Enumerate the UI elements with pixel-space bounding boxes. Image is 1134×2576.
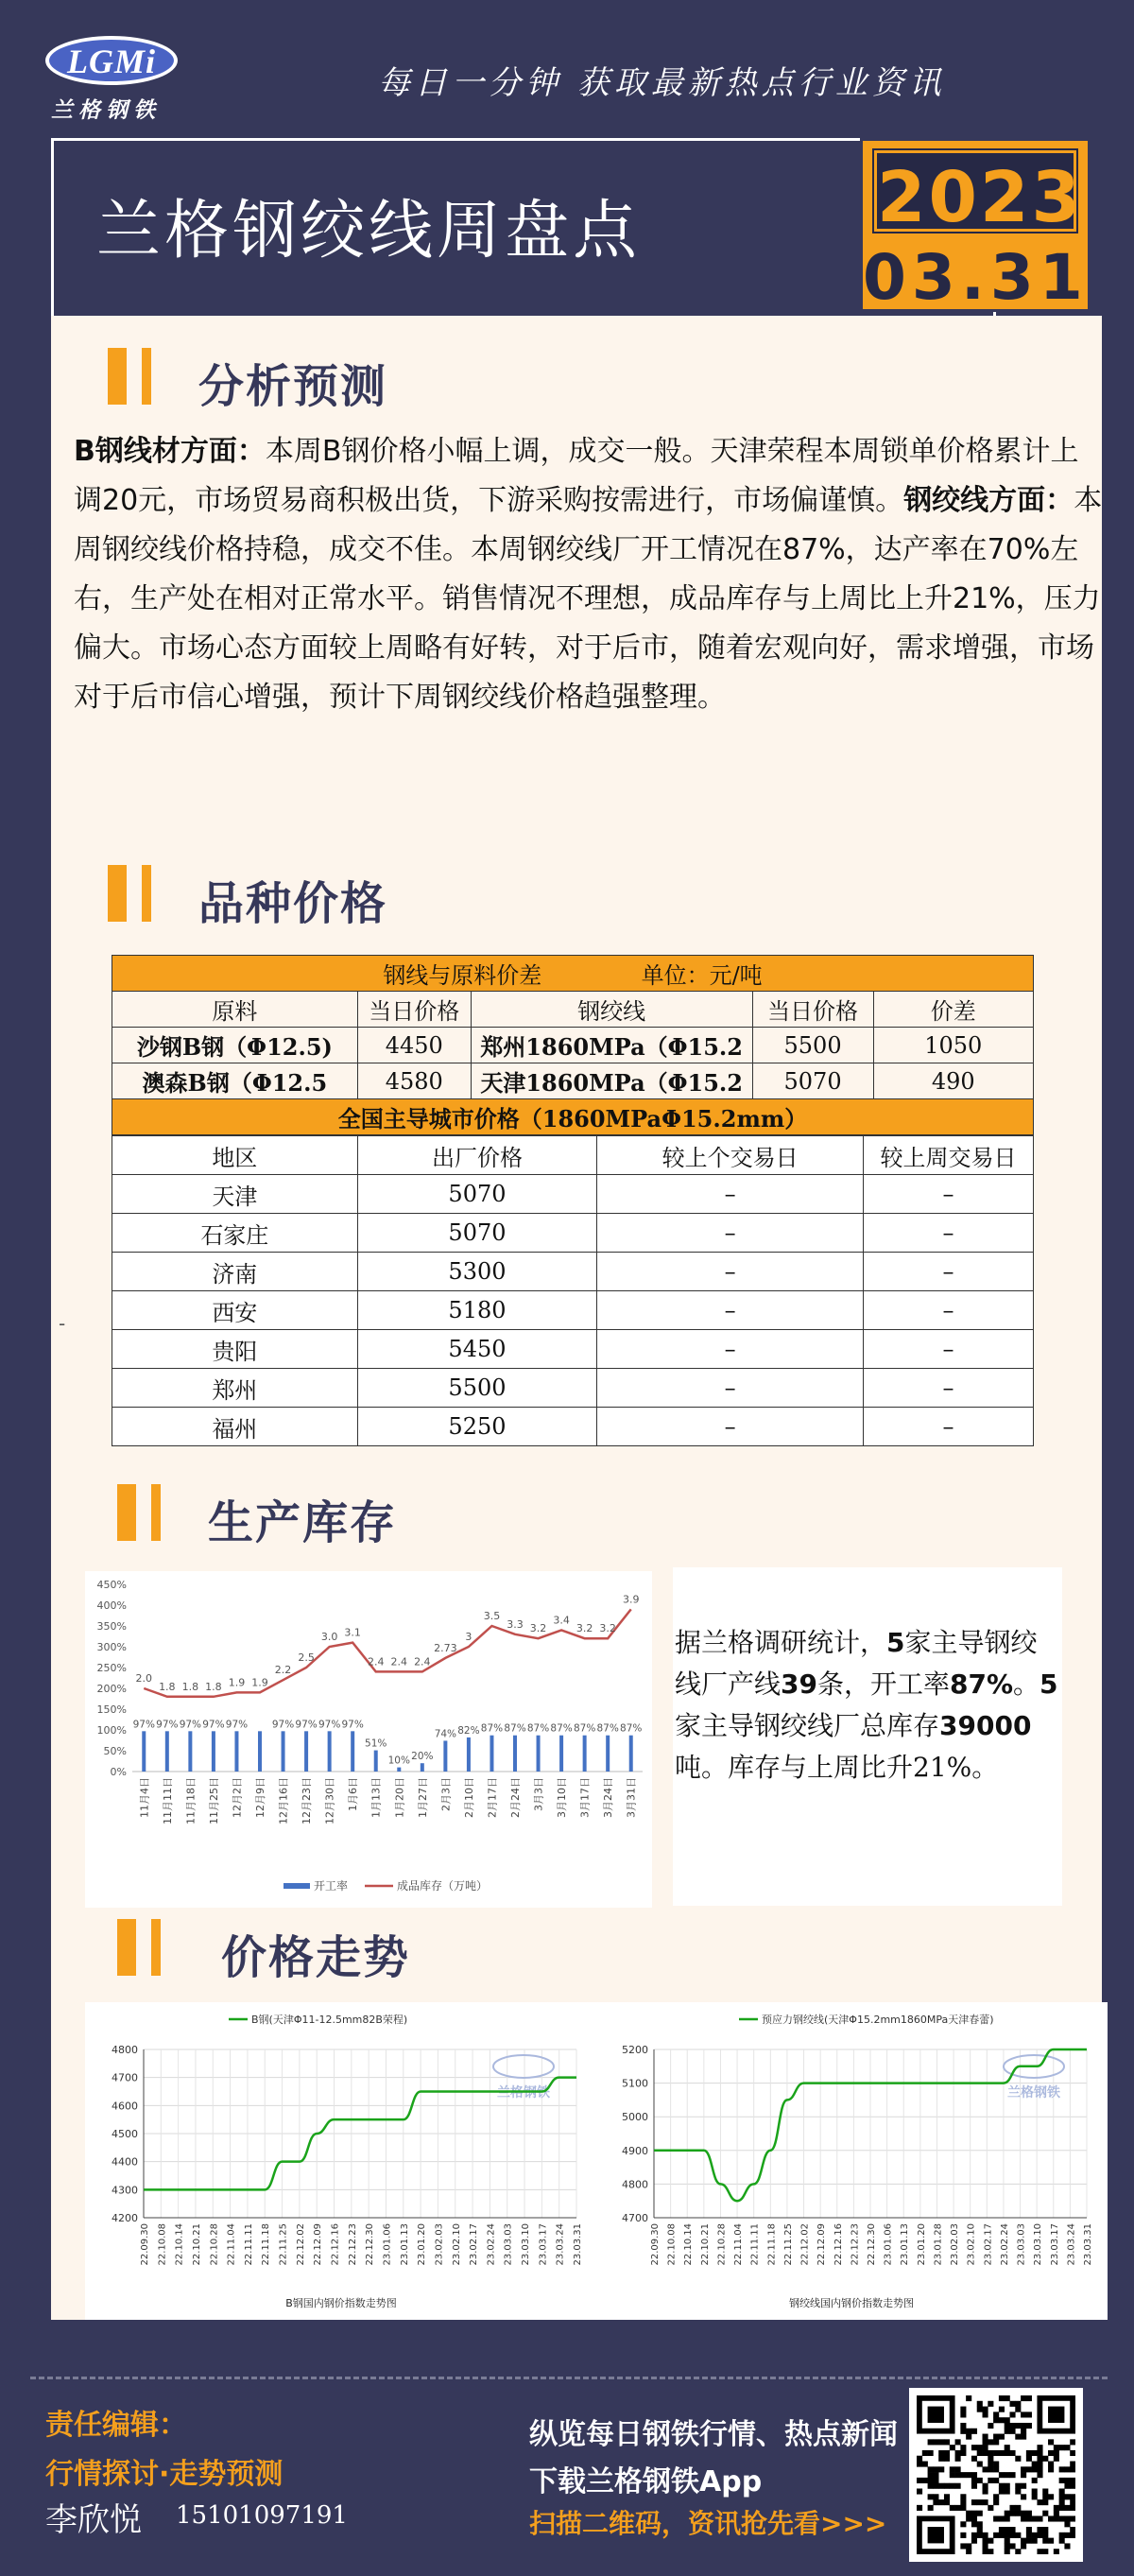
y-tick-label: 5000 <box>622 2111 648 2124</box>
y-tick-label: 200% <box>96 1683 127 1695</box>
lange-logo <box>40 36 181 123</box>
b-steel-label: B钢线材方面： <box>74 435 266 468</box>
line-data-label: 1.9 <box>251 1676 268 1689</box>
x-tick-label: 3月10日 <box>556 1777 569 1818</box>
table-header: 地区 <box>112 1136 358 1175</box>
watermark-text: 兰格钢铁 <box>497 2085 550 2101</box>
bar-operating-rate <box>513 1736 517 1772</box>
bar-operating-rate <box>188 1731 192 1772</box>
y-tick-label: 4800 <box>112 2044 138 2056</box>
y-tick-label: 4200 <box>112 2212 138 2224</box>
bar-data-label: 97% <box>295 1719 318 1731</box>
year-plate <box>874 150 1083 238</box>
bar-data-label: 20% <box>411 1751 434 1763</box>
chart-title: B钢(天津Φ11-12.5mm82B荣程) <box>251 2014 408 2026</box>
x-tick-label: 12月2日 <box>231 1777 244 1818</box>
line-data-label: 3 <box>465 1631 472 1643</box>
x-tick-label: 23.03.17 <box>538 2223 549 2266</box>
y-tick-label: 50% <box>103 1745 127 1757</box>
month-day: 03.31 <box>863 241 1089 314</box>
x-tick-label: 12月16日 <box>277 1777 290 1824</box>
raw-material-table <box>112 955 1034 1135</box>
b-steel-text: 本周B钢价格小幅上调，成交一般。天津荣程本周锁单价格累计上调20元，市场贸易商积极出货，下游采购按需进行，市场偏谨慎。 <box>74 435 1079 517</box>
x-tick-label: 23.02.24 <box>999 2223 1010 2266</box>
editor-heading: 责任编辑： <box>45 2409 187 2442</box>
x-tick-label: 1月20日 <box>393 1777 406 1818</box>
line-data-label: 2.4 <box>390 1655 408 1668</box>
y-tick-label: 5200 <box>622 2044 648 2056</box>
x-tick-label: 22.10.08 <box>157 2223 168 2266</box>
bar-operating-rate <box>606 1736 610 1772</box>
side-mark: - <box>59 1312 66 1335</box>
table-row: 沙钢B钢（Φ12.5) 4450 郑州1860MPa（Φ15.2 5500 1050 <box>112 1028 1034 1063</box>
y-tick-label: 450% <box>96 1579 127 1591</box>
table-header: 原料 <box>112 992 358 1028</box>
strand-text: 本周钢绞线价格持稳，成交不佳。本周钢绞线厂开工情况在87%，达产率在70%左右，生产处在相对正常水平。销售情况不理想，成品库存与上周比上升21%，压力偏大。市场心态方面较上周略有好转，对于后市，随着宏观向好，需求增强，市场对于后市信心增强，预计下周钢绞线价格趋强整理。 <box>74 484 1103 714</box>
bar-data-label: 97% <box>271 1719 295 1731</box>
x-tick-label: 23.03.24 <box>1066 2223 1077 2266</box>
y-tick-label: 4500 <box>112 2128 138 2140</box>
x-tick-label: 22.12.30 <box>365 2223 376 2266</box>
line-data-label: 3.3 <box>507 1617 524 1631</box>
x-tick-label: 22.12.02 <box>799 2223 811 2266</box>
x-tick-label: 23.03.10 <box>521 2223 532 2266</box>
y-tick-label: 4600 <box>112 2100 138 2113</box>
city-price-table <box>112 1135 1034 1446</box>
x-tick-label: 23.02.03 <box>434 2223 445 2266</box>
footer-promo-line-1: 纵览每日钢铁行情、热点新闻 <box>529 2418 898 2451</box>
line-data-label: 2.73 <box>434 1641 457 1654</box>
x-tick-label: 22.11.18 <box>766 2223 778 2266</box>
bar-operating-rate <box>537 1736 541 1772</box>
bar-operating-rate <box>583 1736 587 1772</box>
x-tick-label: 22.11.11 <box>243 2223 254 2266</box>
city-table-title: 全国主导城市价格（1860MPaΦ15.2mm） <box>112 1099 1034 1135</box>
qr-code[interactable] <box>909 2388 1083 2562</box>
legend-label-operating-rate: 开工率 <box>314 1879 349 1893</box>
x-tick-label: 22.10.14 <box>683 2223 695 2266</box>
x-tick-label: 23.03.17 <box>1049 2223 1060 2266</box>
table-header: 当日价格 <box>752 992 873 1028</box>
x-tick-label: 22.11.04 <box>733 2223 745 2266</box>
analysis-paragraph <box>74 427 1104 722</box>
y-tick-label: 100% <box>96 1724 127 1737</box>
bar-data-label: 87% <box>573 1722 596 1735</box>
bar-data-label: 87% <box>480 1722 504 1735</box>
x-tick-label: 23.02.24 <box>486 2223 497 2266</box>
x-tick-label: 23.03.03 <box>503 2223 514 2266</box>
bar-data-label: 97% <box>318 1719 341 1731</box>
bar-operating-rate <box>559 1736 563 1772</box>
editor-phone: 15101097191 <box>176 2501 348 2530</box>
bar-operating-rate <box>351 1731 354 1772</box>
x-tick-label: 11月4日 <box>138 1777 151 1818</box>
x-tick-label: 11月11日 <box>161 1777 174 1824</box>
footer-divider <box>30 2377 1108 2379</box>
bar-data-label: 87% <box>504 1722 526 1735</box>
x-tick-label: 2月10日 <box>462 1777 475 1818</box>
x-axis-label: 钢绞线国内钢价指数走势图 <box>789 2297 914 2309</box>
bar-operating-rate <box>258 1731 262 1772</box>
bar-operating-rate <box>397 1768 401 1772</box>
x-tick-label: 22.12.30 <box>867 2223 877 2266</box>
bar-operating-rate <box>467 1738 471 1772</box>
table-row: 郑州 5500 – – <box>112 1369 1034 1408</box>
y-tick-label: 150% <box>96 1703 127 1716</box>
page-title: 兰格钢绞线周盘点 <box>96 194 642 268</box>
b-steel-price-chart <box>85 2002 597 2320</box>
strand-label: 钢绞线方面： <box>903 484 1074 517</box>
x-tick-label: 23.02.17 <box>983 2223 994 2266</box>
editor-name: 李欣悦 <box>45 2501 142 2539</box>
x-tick-label: 23.01.13 <box>399 2223 410 2266</box>
x-tick-label: 1月13日 <box>369 1777 383 1818</box>
line-data-label: 3.0 <box>320 1631 338 1643</box>
x-tick-label: 22.12.23 <box>850 2223 861 2266</box>
footer-promo-line-2: 下载兰格钢铁App <box>529 2465 763 2498</box>
x-tick-label: 1月6日 <box>347 1777 360 1811</box>
x-tick-label: 22.09.30 <box>650 2223 661 2266</box>
bar-operating-rate <box>282 1731 285 1772</box>
production-chart <box>85 1571 652 1908</box>
x-tick-label: 22.11.25 <box>278 2223 289 2266</box>
qr-code-icon <box>917 2395 1075 2554</box>
line-data-label: 3.4 <box>553 1614 570 1627</box>
bar-data-label: 97% <box>225 1719 249 1731</box>
x-tick-label: 2月24日 <box>509 1777 522 1818</box>
x-tick-label: 22.10.21 <box>699 2223 711 2266</box>
x-tick-label: 22.11.18 <box>261 2223 272 2266</box>
x-tick-label: 22.10.21 <box>191 2223 202 2266</box>
x-tick-label: 22.12.09 <box>313 2223 324 2266</box>
x-tick-label: 23.01.13 <box>900 2223 911 2266</box>
date-badge <box>860 138 1091 312</box>
bar-data-label: 97% <box>132 1719 155 1731</box>
line-data-label: 3.2 <box>576 1622 593 1635</box>
x-tick-label: 23.03.24 <box>555 2223 566 2266</box>
x-tick-label: 23.02.03 <box>950 2223 961 2266</box>
legend-swatch-operating-rate <box>284 1883 310 1889</box>
line-data-label: 3.5 <box>483 1610 501 1622</box>
y-tick-label: 4700 <box>622 2212 648 2224</box>
y-tick-label: 5100 <box>622 2077 648 2090</box>
bar-data-label: 97% <box>179 1719 202 1731</box>
x-axis-label: B钢国内钢价指数走势图 <box>285 2297 397 2309</box>
table-row: 福州 5250 – – <box>112 1408 1034 1446</box>
y-tick-label: 4700 <box>112 2071 138 2084</box>
x-tick-label: 22.10.14 <box>174 2223 185 2266</box>
x-tick-label: 22.10.28 <box>209 2223 220 2266</box>
x-tick-label: 23.02.10 <box>966 2223 977 2266</box>
table-header: 钢绞线 <box>471 992 752 1028</box>
bar-operating-rate <box>374 1751 378 1772</box>
x-tick-label: 3月3日 <box>532 1777 545 1811</box>
x-tick-label: 23.01.06 <box>883 2223 894 2266</box>
line-data-label: 2.4 <box>367 1655 385 1668</box>
strand-price-chart <box>595 2002 1108 2320</box>
table-row: 济南 5300 – – <box>112 1253 1034 1291</box>
x-tick-label: 22.09.30 <box>140 2223 150 2266</box>
line-data-label: 1.8 <box>205 1680 222 1693</box>
table-header: 当日价格 <box>357 992 471 1028</box>
x-tick-label: 2月17日 <box>486 1777 499 1818</box>
x-tick-label: 12月9日 <box>254 1777 266 1818</box>
line-data-label: 1.9 <box>228 1676 246 1689</box>
x-tick-label: 23.03.31 <box>573 2223 583 2266</box>
line-data-label: 3.2 <box>599 1622 616 1635</box>
y-tick-label: 300% <box>96 1641 127 1653</box>
x-tick-label: 23.01.06 <box>382 2223 393 2266</box>
table-row: 石家庄 5070 – – <box>112 1214 1034 1253</box>
bar-operating-rate <box>165 1731 169 1772</box>
x-tick-label: 22.10.28 <box>716 2223 728 2266</box>
y-tick-label: 4900 <box>622 2144 648 2157</box>
table-row: 天津 5070 – – <box>112 1175 1034 1214</box>
x-tick-label: 22.11.04 <box>226 2223 237 2266</box>
y-tick-label: 4300 <box>112 2184 138 2197</box>
x-tick-label: 12月30日 <box>323 1777 336 1824</box>
bar-operating-rate <box>328 1731 332 1772</box>
bar-data-label: 97% <box>156 1719 179 1731</box>
bar-operating-rate <box>490 1736 493 1772</box>
x-tick-label: 23.01.28 <box>933 2223 944 2266</box>
x-tick-label: 3月24日 <box>602 1777 615 1818</box>
x-tick-label: 11月18日 <box>184 1777 198 1824</box>
line-data-label: 2.4 <box>414 1655 431 1668</box>
y-tick-label: 250% <box>96 1662 127 1674</box>
raw-table-unit: 单位：元/吨 <box>641 962 763 989</box>
bar-operating-rate <box>304 1731 308 1772</box>
bar-data-label: 51% <box>365 1738 387 1750</box>
x-tick-label: 22.12.16 <box>833 2223 844 2266</box>
bar-data-label: 97% <box>341 1719 364 1731</box>
line-data-label: 1.8 <box>181 1680 199 1693</box>
bar-data-label: 82% <box>457 1724 480 1737</box>
year: 2023 <box>877 157 1083 238</box>
bar-operating-rate <box>629 1736 633 1772</box>
x-tick-label: 23.02.10 <box>451 2223 462 2266</box>
x-tick-label: 2月3日 <box>439 1777 453 1811</box>
table-row: 贵阳 5450 – – <box>112 1330 1034 1369</box>
bar-data-label: 87% <box>550 1722 573 1735</box>
x-tick-label: 23.01.20 <box>916 2223 927 2266</box>
chart-title: 预应力钢绞线(天津Φ15.2mm1860MPa天津春蕾) <box>762 2014 994 2026</box>
x-tick-label: 22.12.09 <box>816 2223 828 2266</box>
table-row: 西安 5180 – – <box>112 1291 1034 1330</box>
table-header: 较上个交易日 <box>597 1136 864 1175</box>
x-tick-label: 22.11.25 <box>782 2223 794 2266</box>
table-header: 出厂价格 <box>357 1136 597 1175</box>
bar-operating-rate <box>421 1763 424 1772</box>
production-summary: 据兰格调研统计，5家主导钢绞线厂产线39条，开工率87%。5家主导钢绞线厂总库存39000吨。库存与上周比升21%。 <box>673 1567 1062 1906</box>
line-data-label: 3.2 <box>529 1622 547 1635</box>
slogan: 每日一分钟 获取最新热点行业资讯 <box>378 64 946 102</box>
line-data-label: 1.8 <box>159 1680 176 1693</box>
bar-data-label: 87% <box>526 1722 550 1735</box>
x-tick-label: 3月17日 <box>578 1777 592 1818</box>
x-tick-label: 23.01.20 <box>417 2223 428 2266</box>
footer-promo-line-3[interactable]: 扫描二维码，资讯抢先看>>> <box>529 2508 887 2539</box>
x-tick-label: 22.10.08 <box>666 2223 678 2266</box>
bar-data-label: 74% <box>434 1728 457 1740</box>
x-tick-label: 23.03.03 <box>1016 2223 1027 2266</box>
bar-operating-rate <box>212 1731 215 1772</box>
bar-data-label: 97% <box>202 1719 225 1731</box>
x-tick-label: 23.03.10 <box>1033 2223 1044 2266</box>
x-tick-label: 3月31日 <box>625 1777 638 1818</box>
watermark-logo <box>493 2055 554 2078</box>
editor-subtitle: 行情探讨·走势预测 <box>45 2458 284 2491</box>
table-header: 价差 <box>873 992 1034 1028</box>
logo-text: LGMi <box>67 43 156 80</box>
legend-label-inventory: 成品库存（万吨） <box>397 1879 489 1893</box>
x-tick-label: 22.12.16 <box>330 2223 341 2266</box>
line-data-label: 2.2 <box>274 1664 292 1677</box>
x-tick-label: 23.03.31 <box>1083 2223 1093 2266</box>
x-tick-label: 11月25日 <box>207 1777 220 1824</box>
table-header: 较上周交易日 <box>864 1136 1034 1175</box>
line-data-label: 3.1 <box>344 1626 361 1639</box>
x-tick-label: 1月27日 <box>416 1777 429 1818</box>
x-tick-label: 22.12.23 <box>347 2223 358 2266</box>
line-data-label: 2.5 <box>298 1651 315 1664</box>
y-tick-label: 0% <box>110 1766 127 1778</box>
bar-operating-rate <box>234 1731 238 1772</box>
x-tick-label: 22.11.11 <box>749 2223 761 2266</box>
bar-data-label: 10% <box>387 1755 410 1767</box>
y-tick-label: 4400 <box>112 2155 138 2169</box>
bar-operating-rate <box>142 1731 146 1772</box>
bar-data-label: 87% <box>620 1722 643 1735</box>
x-tick-label: 12月23日 <box>301 1777 314 1824</box>
x-tick-label: 23.02.17 <box>469 2223 480 2266</box>
line-data-label: 3.9 <box>622 1593 640 1606</box>
bar-data-label: 87% <box>596 1722 619 1735</box>
raw-table-title: 钢线与原料价差 <box>383 962 542 989</box>
watermark-text: 兰格钢铁 <box>1007 2085 1060 2101</box>
line-data-label: 2.0 <box>135 1672 153 1685</box>
bar-operating-rate <box>443 1740 447 1772</box>
y-tick-label: 4800 <box>622 2178 648 2191</box>
raw-table-title-cell <box>112 956 1034 992</box>
table-row: 澳森B钢（Φ12.5 4580 天津1860MPa（Φ15.2 5070 490 <box>112 1063 1034 1099</box>
y-tick-label: 350% <box>96 1620 127 1633</box>
y-tick-label: 400% <box>96 1599 127 1612</box>
x-tick-label: 22.12.02 <box>295 2223 306 2266</box>
logo-chinese-name: 兰格钢铁 <box>51 98 161 123</box>
